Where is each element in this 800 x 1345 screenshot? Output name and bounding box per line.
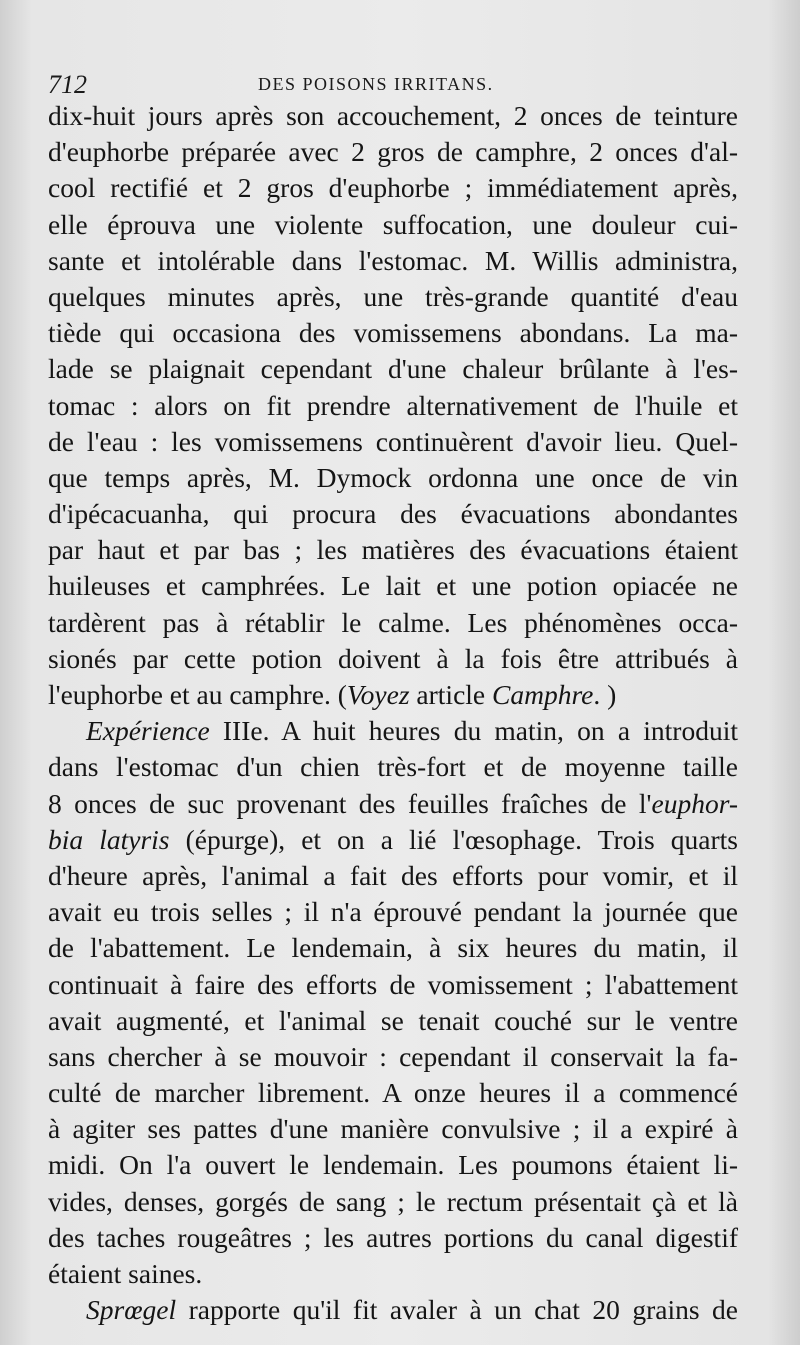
text-run: . ) — [593, 679, 617, 710]
text-run: par haut et par bas ; les matières des évacuations étaient — [48, 534, 738, 566]
text-line — [48, 1256, 738, 1292]
text-line — [48, 279, 738, 315]
text-line — [48, 1111, 738, 1147]
text-line — [48, 1292, 738, 1328]
text-run: à agiter ses pattes d'une manière convulsive ; il a expiré à — [48, 1113, 738, 1145]
text-run: d'heure après, l'animal a fait des efforts pour vomir, et il — [48, 859, 738, 891]
page-header — [48, 70, 738, 100]
text-run: midi. On l'a ouvert le lendemain. Les poumons étaient li- — [48, 1149, 738, 1181]
page-number: 712 — [48, 70, 87, 99]
text-run: IIIe. A huit heures du matin, on a introduit — [209, 715, 738, 747]
text-line — [48, 786, 738, 822]
italic-text: Sprœgel — [86, 1294, 177, 1326]
text-line — [48, 98, 738, 134]
text-line — [48, 170, 738, 206]
text-run: elle éprouva une violente suffocation, une douleur cui- — [48, 208, 738, 240]
text-line — [48, 532, 738, 568]
text-run: avait augmenté, et l'animal se tenait couché sur le ventre — [48, 1004, 738, 1036]
text-line — [48, 568, 738, 604]
text-run: dans l'estomac d'un chien très-fort et de moyenne taille — [48, 751, 738, 783]
text-line — [48, 967, 738, 1003]
text-line — [48, 858, 738, 894]
text-line — [48, 930, 738, 966]
text-run: d'euphorbe préparée avec 2 gros de camphre, 2 onces d'al- — [48, 136, 738, 168]
text-run: des taches rougeâtres ; les autres portions du canal digestif — [48, 1221, 738, 1253]
text-line — [48, 677, 738, 713]
text-line — [48, 713, 738, 749]
text-run: de l'abattement. Le lendemain, à six heures du matin, il — [48, 932, 738, 964]
text-run: continuait à faire des efforts de vomissement ; l'abattement — [48, 968, 738, 1000]
text-run: sante et intolérable dans l'estomac. M. Willis administra, — [48, 244, 738, 276]
text-line — [48, 496, 738, 532]
italic-text: Voyez — [346, 679, 410, 710]
text-line — [48, 822, 738, 858]
text-line — [48, 351, 738, 387]
text-run: de l'eau : les vomissemens continuèrent d'avoir lieu. Quel- — [48, 425, 738, 457]
text-line — [48, 207, 738, 243]
text-run: d'ipécacuanha, qui procura des évacuations abondantes — [48, 498, 738, 530]
italic-text: euphor- — [651, 787, 738, 819]
text-run: huileuses et camphrées. Le lait et une potion opiacée ne — [48, 570, 738, 602]
text-run: (épurge), et on a lié l'œsophage. Trois quarts — [169, 823, 738, 855]
text-line — [48, 1003, 738, 1039]
text-line — [48, 1147, 738, 1183]
text-run: l'euphorbe et au camphre. ( — [48, 679, 347, 710]
italic-text: Expérience — [86, 715, 210, 747]
text-line — [48, 1039, 738, 1075]
text-run: vides, denses, gorgés de sang ; le rectum présentait çà et là — [48, 1185, 738, 1217]
running-head: DES POISONS IRRITANS. — [258, 74, 494, 94]
text-run: dix-huit jours après son accouchement, 2 onces de teinture — [48, 100, 738, 131]
text-run: tardèrent pas à rétablir le calme. Les phénomènes occa- — [48, 606, 738, 638]
body-text — [48, 98, 738, 1328]
text-run: rapporte qu'il fit avaler à un chat 20 grains de — [176, 1294, 738, 1326]
text-line — [48, 388, 738, 424]
italic-text: Camphre — [492, 679, 594, 710]
text-line — [48, 1220, 738, 1256]
text-line — [48, 1075, 738, 1111]
text-line — [48, 605, 738, 641]
text-run: sans chercher à se mouvoir : cependant il conservait la fa- — [48, 1040, 738, 1072]
text-run: tiède qui occasiona des vomissemens abondans. La ma- — [48, 317, 738, 349]
text-line — [48, 315, 738, 351]
text-line — [48, 134, 738, 170]
text-line — [48, 424, 738, 460]
text-run: tomac : alors on fit prendre alternativement de l'huile et — [48, 389, 738, 421]
text-run: lade se plaignait cependant d'une chaleur brûlante à l'es- — [48, 353, 738, 385]
text-run: que temps après, M. Dymock ordonna une once de vin — [48, 461, 738, 493]
text-run: avait eu trois selles ; il n'a éprouvé pendant la journée que — [48, 896, 738, 928]
italic-text: bia latyris — [48, 823, 170, 855]
text-run: article — [409, 679, 492, 710]
text-line — [48, 894, 738, 930]
text-run: étaient saines. — [48, 1258, 203, 1289]
text-run: 8 onces de suc provenant des feuilles fraîches de l' — [48, 787, 652, 819]
text-run: culté de marcher librement. A onze heures il a commencé — [48, 1077, 738, 1109]
text-line — [48, 460, 738, 496]
text-line — [48, 749, 738, 785]
text-run: sionés par cette potion doivent à la fois être attribués à — [48, 642, 738, 674]
text-run: quelques minutes après, une très-grande quantité d'eau — [48, 280, 738, 312]
text-run: cool rectifié et 2 gros d'euphorbe ; immédiatement après, — [48, 172, 738, 204]
text-line — [48, 641, 738, 677]
text-line — [48, 243, 738, 279]
text-line — [48, 1184, 738, 1220]
